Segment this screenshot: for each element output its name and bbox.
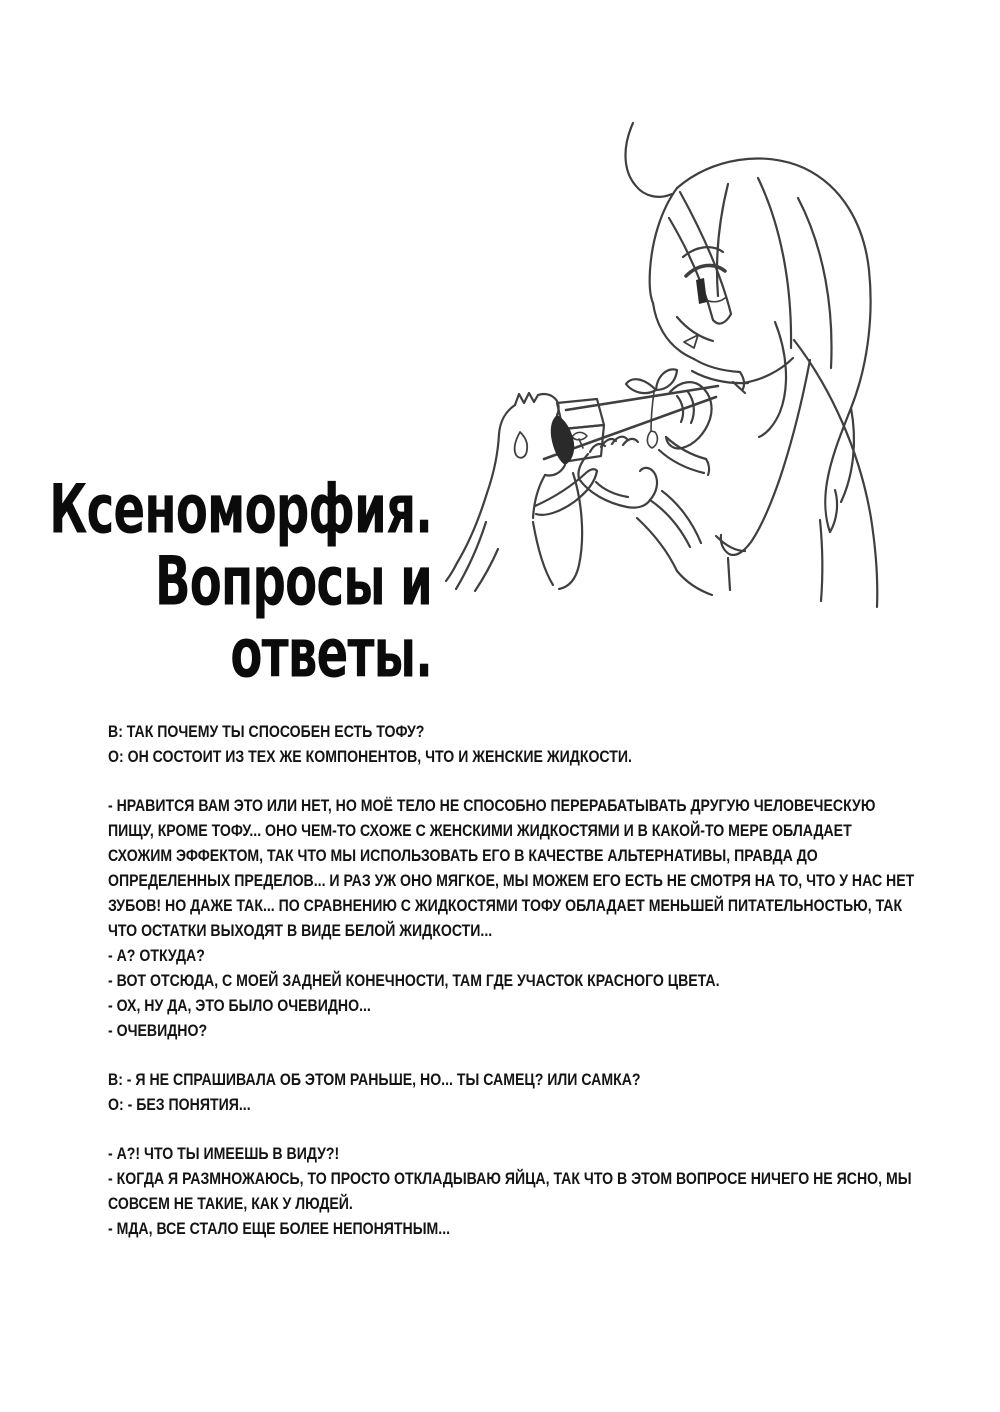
ahoge-hair-curl [625, 123, 672, 197]
girl-grip-hand [659, 382, 712, 475]
qa-section-gender [108, 1067, 1000, 1117]
girl-open-palm [578, 437, 657, 508]
qa-section-tofu [108, 719, 1000, 769]
creature-snout [538, 394, 559, 415]
dialogue-line: В: ТАК ПОЧЕМУ ТЫ СПОСОБЕН ЕСТЬ ТОФУ? [108, 722, 425, 741]
dialogue-line: - КОГДА Я РАЗМНОЖАЮСЬ, ТО ПРОСТО ОТКЛАДЫВАЮ ЯЙЦА, ТАК ЧТО В ЭТОМ ВОПРОСЕ НИЧЕГО НЕ ЯСНО, МЫ [108, 1169, 912, 1188]
dialogue-line: - ВОТ ОТСЮДА, С МОЕЙ ЗАДНЕЙ КОНЕЧНОСТИ, ТАМ ГДЕ УЧАСТОК КРАСНОГО ЦВЕТА. [108, 971, 720, 990]
qa-section-eggs [108, 1141, 1000, 1241]
dialogue-line: - А? ОТКУДА? [108, 946, 205, 965]
illustration-girl-feeding-creature [430, 90, 1000, 610]
title-line-1: Ксеноморфия. [49, 471, 432, 551]
dialogue-line: - МДА, ВСЕ СТАЛО ЕЩЕ БОЛЕЕ НЕПОНЯТНЫМ... [108, 1219, 451, 1238]
dialogue-line: ЧТО ОСТАТКИ ВЫХОДЯТ В ВИДЕ БЕЛОЙ ЖИДКОСТИ... [108, 921, 493, 940]
title-line-3: ответы. [230, 615, 432, 695]
page-title [40, 471, 432, 695]
creature-open-mouth [551, 415, 574, 465]
dialogue-line: ОПРЕДЕЛЕННЫХ ПРЕДЕЛОВ... И РАЗ УЖ ОНО МЯГКОЕ, МЫ МОЖЕМ ЕГО ЕСТЬ НЕ СМОТРЯ НА ТО, ЧТО У НАС НЕТ [108, 871, 915, 890]
dialogue-line: - А?! ЧТО ТЫ ИМЕЕШЬ В ВИДУ?! [108, 1144, 340, 1163]
qa-dialogue-block [108, 719, 1000, 1241]
dialogue-line: ЗУБОВ! НО ДАЖЕ ТАК... ПО СРАВНЕНИЮ С ЖИДКОСТЯМИ ТОФУ ОБЛАДАЕТ МЕНЬШЕЙ ПИТАТЕЛЬНОСТЬЮ, ТАК [108, 896, 903, 915]
title-line-2: Вопросы и [154, 543, 432, 623]
dialogue-line: О: - БЕЗ ПОНЯТИЯ... [108, 1095, 251, 1114]
dialogue-line: - НРАВИТСЯ ВАМ ЭТО ИЛИ НЕТ, НО МОЁ ТЕЛО НЕ СПОСОБНО ПЕРЕРАБАТЫВАТЬ ДРУГУЮ ЧЕЛОВЕЧЕСКУЮ [108, 796, 876, 815]
dialogue-line: СХОЖИМ ЭФФЕКТОМ, ТАК ЧТО МЫ ИСПОЛЬЗОВАТЬ ЕГО В КАЧЕСТВЕ АЛЬТЕРНАТИВЫ, ПРАВДА ДО [108, 846, 818, 865]
sweat-drop-icon [515, 432, 528, 458]
dialogue-line: - ОХ, НУ ДА, ЭТО БЫЛО ОЧЕВИДНО... [108, 996, 371, 1015]
girl-mouth [684, 335, 698, 348]
girl-face-profile [653, 303, 694, 359]
line-art-drawing [430, 90, 1000, 610]
chopstick-upper [566, 386, 718, 410]
qa-section-explanation [108, 793, 1000, 1043]
dialogue-line: ПИЩУ, КРОМЕ ТОФУ... ОНО ЧЕМ-ТО СХОЖЕ С ЖЕНСКИМИ ЖИДКОСТЯМИ И В КАКОЙ-ТО МЕРЕ ОБЛАДАЕТ [108, 821, 852, 840]
dialogue-line: О: ОН СОСТОИТ ИЗ ТЕХ ЖЕ КОМПОНЕНТОВ, ЧТО И ЖЕНСКИЕ ЖИДКОСТИ. [108, 747, 632, 766]
creature-figure [446, 393, 597, 591]
dialogue-line: СОВСЕМ НЕ ТАКИЕ, КАК У ЛЮДЕЙ. [108, 1194, 353, 1213]
creature-back-outline [446, 405, 515, 581]
girl-figure [578, 123, 877, 607]
chopstick-leaf-charm-icon [626, 369, 677, 448]
creature-head-tuft [515, 393, 538, 405]
dialogue-line: В: - Я НЕ СПРАШИВАЛА ОБ ЭТОМ РАНЬШЕ, НО... ТЫ САМЕЦ? ИЛИ САМКА? [108, 1070, 641, 1089]
girl-sleeve [721, 360, 810, 555]
dialogue-line: - ОЧЕВИДНО? [108, 1021, 208, 1040]
